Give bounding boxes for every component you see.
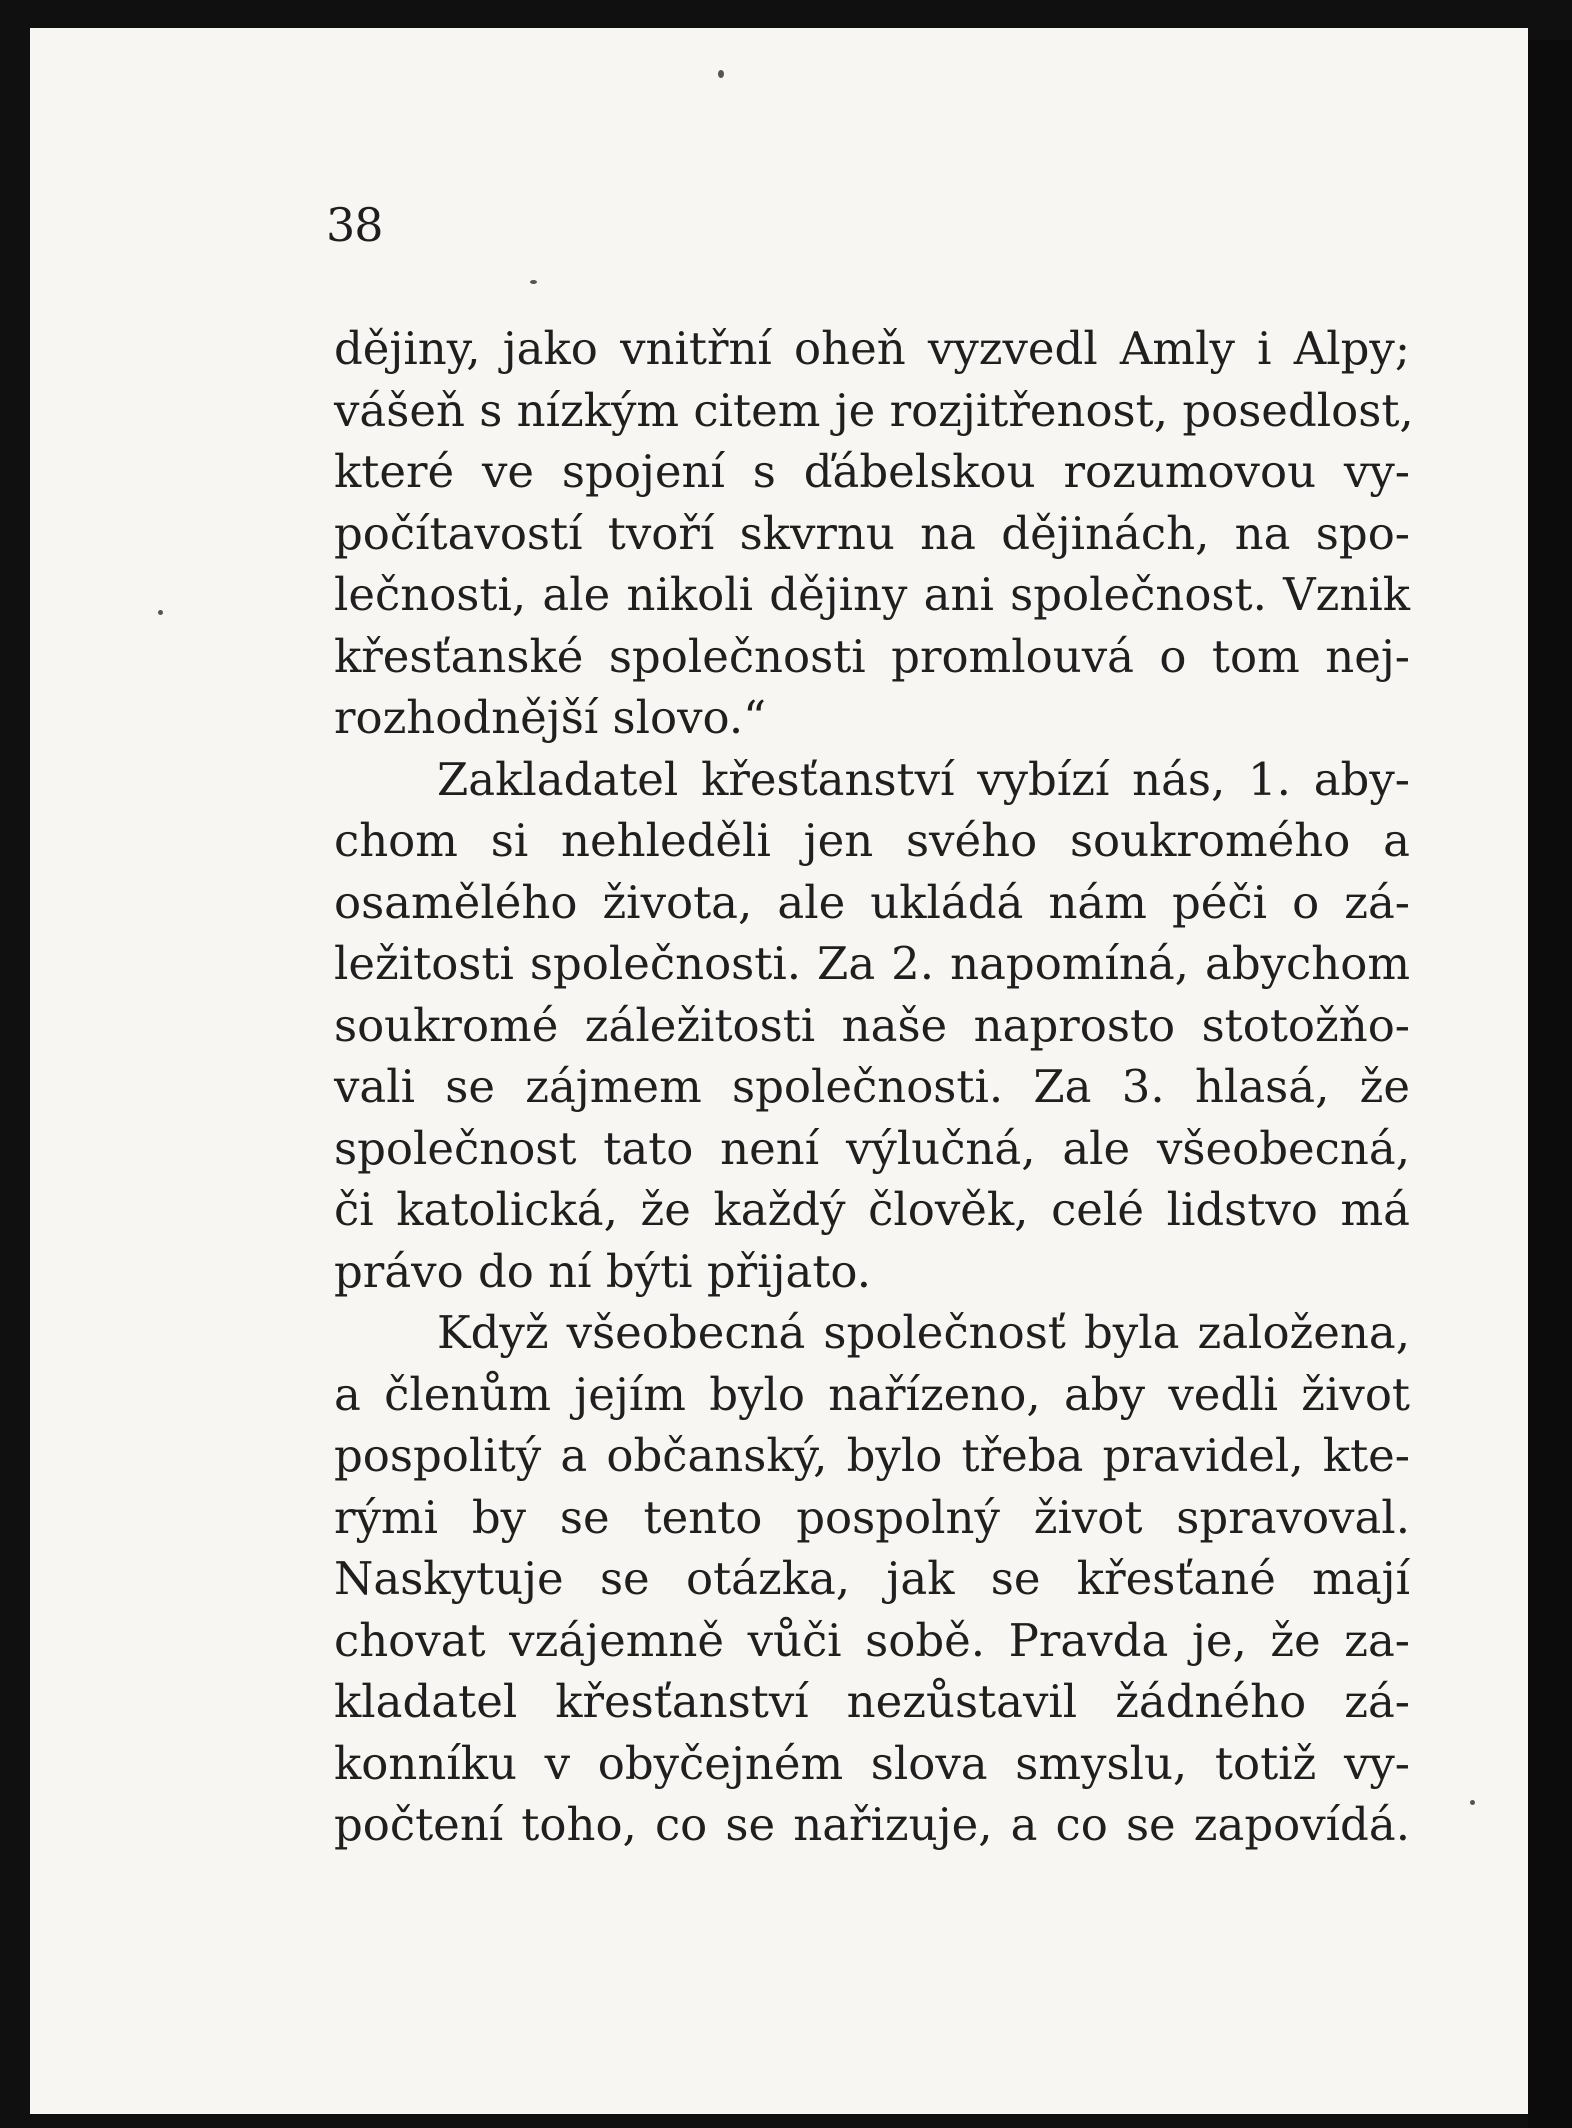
ink-speck (158, 610, 163, 615)
text-line: pospolitý a občanský, bylo třeba pravidel, kte- (334, 1429, 1410, 1482)
text-line: počtení toho, co se nařizuje, a co se zapovídá. (334, 1798, 1410, 1851)
text-line: počítavostí tvoří skvrnu na dějinách, na spo- (334, 506, 1410, 560)
text-line: chovat vzájemně vůči sobě. Pravda je, že za- (334, 1613, 1410, 1667)
text-line: které ve spojení s ďábelskou rozumovou vy- (334, 445, 1410, 498)
text-line: Naskytuje se otázka, jak se křesťané mají (334, 1552, 1410, 1605)
text-line: vášeň s nízkým citem je rozjitřenost, posedlost, (334, 383, 1414, 437)
body-text (334, 318, 1414, 1856)
text-line: chom si nehleděli jen svého soukromého a (334, 814, 1410, 867)
text-line: právo do ní býti přijato. (334, 1244, 872, 1298)
text-line: rými by se tento pospolný život spravoval. (334, 1490, 1410, 1544)
text-line: křesťanské společnosti promlouvá o tom nej- (334, 629, 1410, 683)
text-line: dějiny, jako vnitřní oheň vyzvedl Amly i Alpy; (334, 322, 1410, 375)
text-line: osamělého života, ale ukládá nám péči o zá- (334, 875, 1410, 929)
text-line: konníku v obyčejném slova smyslu, totiž vy- (334, 1736, 1410, 1790)
ink-speck (530, 280, 537, 284)
text-line: soukromé záležitosti naše naprosto stotožňo- (334, 998, 1410, 1052)
text-line: či katolická, že každý člověk, celé lidstvo má (334, 1183, 1410, 1236)
text-line: lečnosti, ale nikoli dějiny ani společnost. Vznik (334, 568, 1410, 621)
text-line: Zakladatel křesťanství vybízí nás, 1. aby- (437, 752, 1410, 806)
ink-speck (1470, 1800, 1475, 1805)
text-line: společnost tato není výlučná, ale všeobecná, (334, 1121, 1410, 1175)
page-number: 38 (326, 198, 383, 252)
text-line: a členům jejím bylo nařízeno, aby vedli život (334, 1367, 1410, 1421)
ink-speck (718, 70, 724, 78)
scan-border (1528, 40, 1572, 2128)
text-line: kladatel křesťanství nezůstavil žádného zá- (334, 1675, 1410, 1728)
text-line: vali se zájmem společnosti. Za 3. hlasá, že (334, 1060, 1410, 1113)
text-line: rozhodnější slovo.“ (334, 691, 767, 744)
text-line: Když všeobecná společnosť byla založena, (437, 1306, 1410, 1359)
text-line: ležitosti společnosti. Za 2. napomíná, abychom (334, 937, 1410, 990)
